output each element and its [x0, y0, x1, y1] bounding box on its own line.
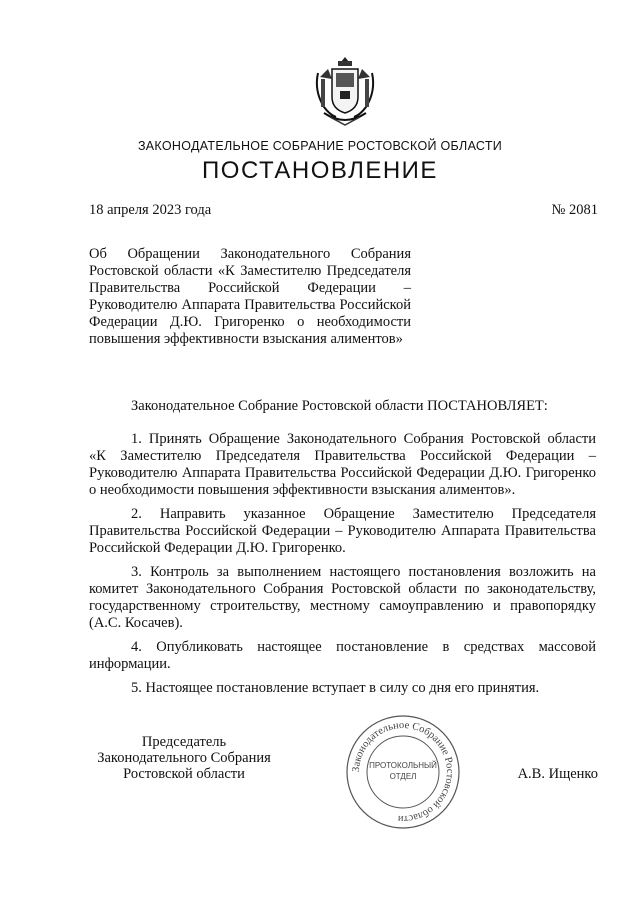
resolution-item-4: 4. Опубликовать настоящее постановление в средствах массовой информации. — [89, 639, 596, 672]
resolution-item-5: 5. Настоящее постановление вступает в силу со дня его принятия. — [131, 680, 540, 696]
organization-header: ЗАКОНОДАТЕЛЬНОЕ СОБРАНИЕ РОСТОВСКОЙ ОБЛАСТИ — [137, 139, 503, 153]
signatory-title — [84, 734, 284, 782]
document-type-title: ПОСТАНОВЛЕНИЕ — [202, 157, 438, 184]
document-subject: Об Обращении Законодательного Собрания Ростовской области «К Заместителю Председателя Правительства Российской Федерации – Руководителю Аппарата Правительства Российской Федерации Д.Ю. Григоренко о необходимости повышения эффективности взыскания алиментов» — [89, 246, 411, 347]
resolution-item-1: 1. Принять Обращение Законодательного Собрания Ростовской области «К Заместителю Председателя Правительства Российской Федерации – Руководителю Аппарата Правительства Российской Федерации Д.Ю. Григоренко о необходимости повышения эффективности взыскания алиментов». — [89, 431, 596, 498]
resolution-intro: Законодательное Собрание Ростовской области ПОСТАНОВЛЯЕТ: — [131, 398, 548, 414]
signatory-title-line: Председатель — [141, 734, 227, 750]
stamp-center-line1: ПРОТОКОЛЬНЫЙ — [369, 761, 437, 770]
resolution-item-2: 2. Направить указанное Обращение Заместителю Председателя Правительства Российской Федерации – Руководителю Аппарата Правительства Российской Федерации Д.Ю. Григоренко. — [89, 506, 596, 556]
signatory-title-line: Ростовской области — [123, 766, 245, 782]
coat-of-arms-icon — [310, 55, 380, 127]
document-date: 18 апреля 2023 года — [89, 202, 212, 218]
document-number: № 2081 — [551, 202, 598, 218]
signatory-name: А.В. Ищенко — [517, 766, 598, 782]
resolution-item-3: 3. Контроль за выполнением настоящего постановления возложить на комитет Законодательного Собрания Ростовской области по законодательству, государственному строительству, местному самоуправлению и правопорядку (А.С. Косачев). — [89, 564, 596, 631]
stamp-ring-text: Законодательное Собрание Ростовской области — [350, 719, 456, 825]
signatory-title-line: Законодательного Собрания — [97, 750, 271, 766]
stamp-center-line2: ОТДЕЛ — [389, 772, 417, 781]
resolution-items — [89, 431, 596, 704]
official-stamp — [343, 712, 463, 832]
